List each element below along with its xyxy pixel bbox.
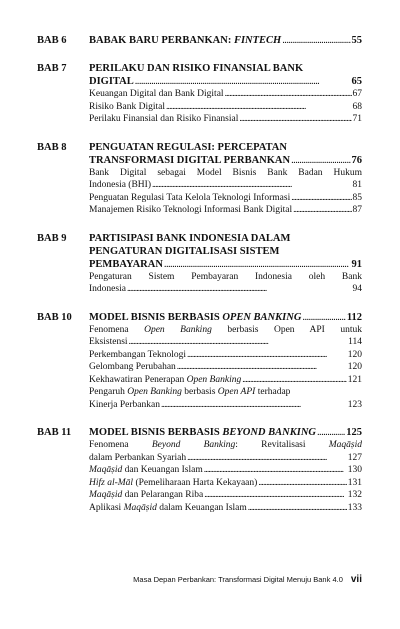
toc-chapter xyxy=(37,34,362,47)
toc-entry[interactable] xyxy=(89,113,362,126)
entry-title: Perkembangan Teknologi xyxy=(89,349,187,360)
toc-chapter xyxy=(37,232,362,296)
entry-page: 121 xyxy=(347,374,362,385)
entry-page: 85 xyxy=(352,192,362,203)
toc-entry[interactable] xyxy=(89,349,362,362)
entry-page: 132 xyxy=(347,490,362,500)
toc-chapter xyxy=(37,426,362,514)
chapter-label: BAB 6 xyxy=(37,35,67,46)
entry-title: Aplikasi Maqāṣid dalam Keuangan Islam xyxy=(89,502,247,513)
dot-leader xyxy=(161,399,347,412)
dot-leader xyxy=(177,361,347,374)
chapter-page: 65 xyxy=(351,76,362,87)
dot-leader xyxy=(291,154,350,167)
dot-leader xyxy=(239,113,351,126)
dot-leader xyxy=(317,426,345,439)
chapter-title[interactable] xyxy=(89,311,362,324)
chapter-title[interactable]: PENGUATAN REGULASI: PERCEPATAN TRANSFORMASI DIGITAL PERBANKAN . . . 76 xyxy=(89,141,362,167)
toc-entry[interactable]: Pengaturan Sistem Pembayaran Indonesia oleh Bank Indonesia . . . 94 xyxy=(89,271,362,296)
dot-leader xyxy=(225,88,352,101)
entry-title: Hifz al-Māl (Pemeliharaan Harta Kekayaan) xyxy=(89,477,258,488)
toc-entry[interactable] xyxy=(89,204,362,217)
entry-page: 123 xyxy=(347,399,362,410)
entry-title: Kekhawatiran Penerapan Open Banking xyxy=(89,374,242,385)
toc-chapter xyxy=(37,62,362,126)
chapter-title[interactable]: PERILAKU DAN RISIKO FINANSIAL BANK DIGITAL . . . 65 xyxy=(89,62,362,88)
dot-leader xyxy=(129,336,348,349)
entry-page: 120 xyxy=(347,362,362,372)
entry-page: 67 xyxy=(352,89,362,99)
toc-entry[interactable]: Pengaruh Open Banking berbasis Open API terhadap Kinerja Perbankan . . . 123 xyxy=(89,386,362,411)
entry-page: 94 xyxy=(352,284,362,294)
entry-title: Manajemen Risiko Teknologi Informasi Bank Digital xyxy=(89,205,293,215)
dot-leader xyxy=(135,75,351,88)
chapter-page: 91 xyxy=(351,258,362,270)
chapter-label: BAB 7 xyxy=(37,63,67,74)
dot-leader xyxy=(164,258,351,271)
entry-title: Gelombang Perubahan xyxy=(89,362,176,372)
chapter-label: BAB 10 xyxy=(37,311,72,323)
toc-entry[interactable] xyxy=(89,477,362,490)
dot-leader xyxy=(293,204,351,217)
dot-leader xyxy=(127,283,352,296)
entry-title: Maqāṣid dan Keuangan Islam xyxy=(89,465,203,475)
toc-entry[interactable] xyxy=(89,464,362,477)
toc-entry[interactable] xyxy=(89,101,362,114)
chapter-label: BAB 8 xyxy=(37,141,67,153)
dot-leader xyxy=(152,179,352,192)
dot-leader xyxy=(282,34,350,47)
chapter-page: 112 xyxy=(346,311,362,323)
entry-page: 81 xyxy=(352,180,362,190)
entry-page: 71 xyxy=(352,114,362,124)
running-title: Masa Depan Perbankan: Transformasi Digital Menuju Bank 4.0 xyxy=(133,575,343,584)
toc-entry[interactable] xyxy=(89,502,362,515)
entry-page: 133 xyxy=(347,502,362,513)
dot-leader xyxy=(204,489,347,502)
toc-entry[interactable] xyxy=(89,489,362,502)
chapter-title-text: MODEL BISNIS BERBASIS OPEN BANKING xyxy=(89,311,302,323)
chapter-page: 125 xyxy=(346,427,362,438)
entry-page: 127 xyxy=(347,452,362,463)
toc-chapter xyxy=(37,311,362,412)
dot-leader xyxy=(248,502,347,515)
dot-leader xyxy=(258,477,346,490)
dot-leader xyxy=(302,311,345,324)
chapter-page: 76 xyxy=(351,154,362,166)
entry-page: 131 xyxy=(347,477,362,488)
chapter-title-text: MODEL BISNIS BERBASIS BEYOND BANKING xyxy=(89,427,316,438)
entry-title: Risiko Bank Digital xyxy=(89,101,165,112)
entry-title: Maqāṣid dan Pelarangan Riba xyxy=(89,490,204,500)
entry-page: 87 xyxy=(352,205,362,215)
table-of-contents xyxy=(37,34,362,529)
toc-entry[interactable]: Fenomena Open Banking berbasis Open API untuk Eksistensi . . . 114 xyxy=(89,324,362,349)
entry-title: Perilaku Finansial dan Risiko Finansial xyxy=(89,114,239,124)
entry-page: 130 xyxy=(347,465,362,475)
chapter-title[interactable]: PARTISIPASI BANK INDONESIA DALAM PENGATURAN DIGITALISASI SISTEM PEMBAYARAN . . . 91 xyxy=(89,232,362,271)
dot-leader xyxy=(187,349,347,362)
entry-page: 68 xyxy=(352,101,362,112)
page-footer xyxy=(133,574,362,585)
entry-page: 114 xyxy=(348,337,362,347)
dot-leader xyxy=(166,101,352,114)
toc-entry[interactable]: Fenomena Beyond Banking: Revitalisasi Maqāṣid dalam Perbankan Syariah . . . 127 xyxy=(89,439,362,464)
toc-entry[interactable] xyxy=(89,88,362,101)
dot-leader xyxy=(291,192,351,205)
chapter-title[interactable] xyxy=(89,34,362,47)
toc-entry[interactable] xyxy=(89,361,362,374)
entry-page: 120 xyxy=(347,349,362,360)
dot-leader xyxy=(204,464,347,477)
chapter-label: BAB 9 xyxy=(37,232,67,244)
chapter-title-text: BABAK BARU PERBANKAN: FINTECH xyxy=(89,35,282,46)
chapter-title[interactable] xyxy=(89,426,362,439)
toc-chapter xyxy=(37,141,362,217)
dot-leader xyxy=(187,452,347,465)
toc-entry[interactable]: Bank Digital sebagai Model Bisnis Bank Badan Hukum Indonesia (BHI) . . . 81 xyxy=(89,167,362,192)
entry-title: Keuangan Digital dan Bank Digital xyxy=(89,89,224,99)
dot-leader xyxy=(242,374,347,387)
chapter-page: 55 xyxy=(351,35,362,46)
chapter-label: BAB 11 xyxy=(37,427,72,438)
entry-title: Penguatan Regulasi Tata Kelola Teknologi Informasi xyxy=(89,192,291,203)
page-number: vii xyxy=(350,574,362,585)
toc-entry[interactable] xyxy=(89,374,362,387)
toc-entry[interactable] xyxy=(89,192,362,205)
